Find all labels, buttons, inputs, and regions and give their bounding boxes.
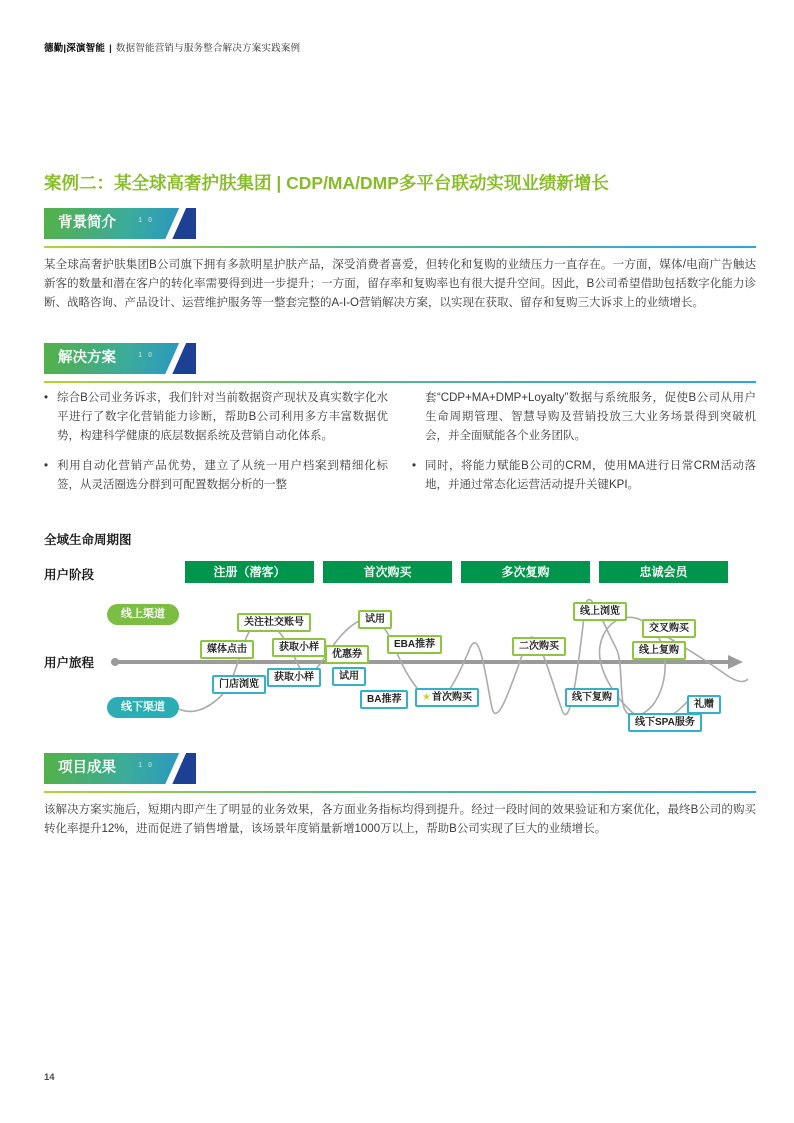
brand-text: 德勤|深演智能: [44, 43, 106, 54]
offline-channel-pill: 线下渠道: [107, 697, 179, 718]
node-get-sample-online: 获取小样: [272, 638, 326, 657]
stage-first-purchase: 首次购买: [323, 561, 452, 583]
solution-bullet-1: • 综合B公司业务诉求，我们针对当前数据资产现状及真实数字化水平进行了数字化营销能力诊断，帮助B公司利用多方丰富数据优势，构建科学健康的底层数据系统及营销自动化体系。: [44, 389, 388, 446]
solution-bullet-2-continued: 套“CDP+MA+DMP+Loyalty”数据与系统服务，促使B公司从用户生命周期管理、智慧导购及营销投放三大业务场景得到突破机会，并全面赋能各个业务团队。: [425, 392, 756, 442]
node-cross-purchase: 交叉购买: [642, 619, 696, 638]
solution-bullet-2: • 利用自动化营销产品优势，建立了从统一用户档案到精细化标签，从灵活圈选分群到可配置数据分析的一整: [44, 457, 388, 495]
node-follow-social: 关注社交账号: [237, 613, 311, 632]
section-underline: [44, 246, 756, 248]
diagram-title: 全域生命周期图: [44, 533, 132, 547]
solution-column-left: [44, 389, 388, 506]
node-trial-offline: 试用: [332, 667, 366, 686]
node-first-purchase: [415, 688, 479, 707]
node-media-click: 媒体点击: [200, 640, 254, 659]
banner-binary-decoration: 1 0: [138, 352, 154, 359]
section-heading-background: 背景简介: [58, 215, 116, 231]
node-get-sample-offline: 获取小样: [267, 668, 321, 687]
stage-loyal-member: 忠诚会员: [599, 561, 728, 583]
solution-columns: [44, 389, 756, 506]
document-header: [44, 40, 300, 54]
banner-binary-decoration: 1 0: [138, 762, 154, 769]
node-gift: 礼赠: [687, 695, 721, 714]
section-underline: [44, 791, 756, 793]
node-online-repurchase: 线上复购: [632, 641, 686, 660]
section-heading-solution: 解决方案: [58, 350, 116, 366]
node-ba-recommend: BA推荐: [360, 690, 408, 709]
results-body: 该解决方案实施后，短期内即产生了明显的业务效果，各方面业务指标均得到提升。经过一段时间的效果验证和方案优化，最终B公司的购买转化率提升12%，进而促进了销售增量，该场景年度销量新增1000万以上，帮助B公司实现了巨大的业绩增长。: [44, 804, 756, 835]
solution-bullet-3: • 同时，将能力赋能B公司的CRM，使用MA进行日常CRM活动落地，并通过常态化运营活动提升关键KPI。: [412, 457, 756, 495]
section-banner-background: [44, 208, 196, 239]
online-channel-pill: 线上渠道: [107, 604, 179, 625]
journey-row-label: 用户旅程: [44, 656, 95, 670]
node-trial-online: 试用: [358, 610, 392, 629]
node-online-browse: 线上浏览: [573, 602, 627, 621]
stage-row-label: 用户阶段: [44, 568, 95, 582]
node-eba-recommend: EBA推荐: [387, 635, 442, 654]
section-banner-solution: [44, 343, 196, 374]
page-number: 14: [44, 1072, 55, 1083]
section-underline: [44, 381, 756, 383]
header-divider: |: [109, 43, 112, 54]
stage-repeat-purchase: 多次复购: [461, 561, 590, 583]
header-subtitle: 数据智能营销与服务整合解决方案实践案例: [115, 43, 301, 54]
page-title: 案例二：某全球高奢护肤集团 | CDP/MA/DMP多平台联动实现业绩新增长: [44, 173, 609, 193]
section-banner-results: [44, 753, 196, 784]
node-offline-spa: 线下SPA服务: [628, 713, 702, 732]
star-icon: ★: [422, 692, 431, 703]
timeline-arrowhead: [728, 655, 743, 669]
banner-binary-decoration: 1 0: [138, 217, 154, 224]
node-store-browse: 门店浏览: [212, 675, 266, 694]
section-heading-results: 项目成果: [58, 760, 116, 776]
node-coupon: 优惠券: [325, 645, 369, 664]
lifecycle-diagram: [40, 552, 760, 752]
stage-register: 注册（潜客）: [185, 561, 314, 583]
node-second-purchase: 二次购买: [512, 637, 566, 656]
node-first-purchase-label: 首次购买: [431, 692, 472, 703]
node-offline-repurchase: 线下复购: [565, 688, 619, 707]
background-body: 某全球高奢护肤集团B公司旗下拥有多款明星护肤产品，深受消费者喜爱，但转化和复购的业绩压力一直存在。一方面，媒体/电商广告触达新客的数量和潜在客户的转化率需要得到进一步提升；一方面，留存率和复购率也有很大提升空间。因此，B公司希望借助包括数字化能力诊断、战略咨询、产品设计、运营维护服务等一整套完整的A-I-O营销解决方案，以实现在获取、留存和复购三大诉求上的业绩增长。: [44, 259, 756, 309]
solution-column-right: [412, 389, 756, 506]
